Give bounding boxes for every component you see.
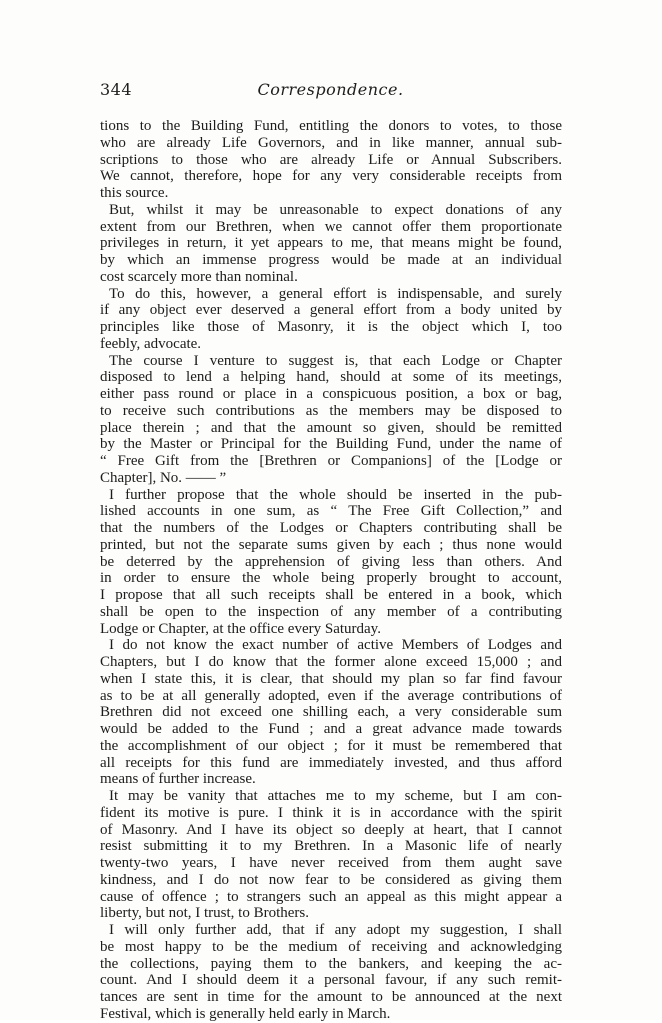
text-line: by the Master or Principal for the Building Fund, under the name of (100, 436, 562, 453)
running-title: Correspondence. (257, 80, 404, 99)
text-line: twenty-two years, I have never received from them aught save (100, 855, 562, 871)
paragraph (100, 286, 562, 353)
body-text (100, 118, 562, 1023)
text-line: as to be at all generally adopted, even if the average contributions of (100, 687, 562, 704)
text-line: kindness, and I do not now fear to be considered as giving them (100, 871, 562, 888)
text-line: be deterred by the apprehension of giving less than others. And (100, 553, 562, 570)
text-line: Chapters, but I do know that the former alone exceed 15,000 ; and (100, 654, 562, 670)
text-line: of Masonry. And I have its object so deeply at heart, that I cannot (100, 821, 562, 838)
text-line: I further propose that the whole should be inserted in the pub- (109, 486, 562, 503)
text-line: Festival, which is generally held early in March. (100, 1005, 391, 1022)
text-line: cause of offence ; to strangers such an appeal as this might appear a (100, 888, 562, 905)
paragraph (100, 202, 562, 286)
text-line: cost scarcely more than nominal. (100, 268, 298, 285)
text-line: place therein ; and that the amount so given, should be remitted (100, 419, 562, 436)
text-line: “ Free Gift from the [Brethren or Companions] of the [Lodge or (100, 453, 562, 469)
paragraph (100, 788, 562, 922)
text-line: would be added to the Fund ; and a great advance made towards (100, 721, 562, 737)
text-line: be most happy to be the medium of receiving and acknowledging (100, 938, 562, 955)
text-line: feebly, advocate. (100, 335, 202, 352)
text-line: if any object ever deserved a general effort from a body united by (100, 302, 562, 319)
paragraph (100, 353, 562, 487)
text-line: privileges in return, it yet appears to me, that means might be found, (100, 235, 562, 252)
text-line: To do this, however, a general effort is indispensable, and surely (109, 285, 562, 302)
text-line: the collections, paying them to the bankers, and keeping the ac- (100, 955, 562, 972)
text-line: shall be open to the inspection of any member of a contributing (100, 603, 562, 620)
paragraph (100, 487, 562, 638)
text-line: Brethren did not exceed one shilling each, a very considerable sum (100, 704, 562, 721)
text-line: printed, but not the separate sums given by each ; thus none would (100, 536, 562, 553)
text-line: to receive such contributions as the members may be disposed to (100, 402, 562, 419)
text-line: count. And I should deem it a personal favour, if any such remit- (100, 972, 562, 989)
paragraph (100, 118, 562, 202)
paragraph (100, 922, 562, 1023)
text-line: lished accounts in one sum, as “ The Free Gift Collection,” and (100, 503, 562, 520)
text-line: scriptions to those who are already Life or Annual Subscribers. (100, 151, 562, 168)
text-line: Chapter], No. —— ” (100, 469, 227, 486)
text-line: this source. (100, 185, 169, 201)
text-line: tions to the Building Fund, entitling the donors to votes, to those (100, 118, 562, 134)
text-line: tances are sent in time for the amount to be announced at the next (100, 989, 562, 1005)
text-line: We cannot, therefore, hope for any very considerable receipts from (100, 168, 562, 185)
text-line: who are already Life Governors, and in like manner, annual sub- (100, 134, 562, 151)
paragraph (100, 637, 562, 788)
text-line: means of further increase. (100, 771, 256, 788)
text-line: that the numbers of the Lodges or Chapters contributing shall be (100, 520, 562, 536)
text-line: fident its motive is pure. I think it is in accordance with the spirit (100, 804, 562, 821)
text-line: in order to ensure the whole being properly brought to account, (100, 570, 562, 587)
text-line: disposed to lend a helping hand, should at some of its meetings, (100, 369, 562, 386)
text-line: I propose that all such receipts shall be entered in a book, which (100, 587, 562, 603)
text-line: by which an immense progress would be made at an individual (100, 252, 562, 268)
text-line: the accomplishment of our object ; for it must be remembered that (100, 737, 562, 754)
text-line: extent from our Brethren, when we cannot offer them proportionate (100, 218, 562, 235)
text-line: when I state this, it is clear, that should my plan so far find favour (100, 670, 562, 687)
page-number: 344 (100, 80, 133, 99)
text-line: I will only further add, that if any adopt my suggestion, I shall (109, 922, 562, 938)
text-line: either pass round or place in a conspicuous position, a box or bag, (100, 386, 562, 402)
text-line: Lodge or Chapter, at the office every Saturday. (100, 620, 381, 637)
text-line: I do not know the exact number of active Members of Lodges and (109, 637, 562, 654)
running-head (100, 80, 561, 104)
text-line: principles like those of Masonry, it is the object which I, too (100, 319, 562, 335)
text-line: liberty, but not, I trust, to Brothers. (100, 905, 310, 922)
text-line: all receipts for this fund are immediately invested, and thus afford (100, 754, 562, 771)
text-line: It may be vanity that attaches me to my scheme, but I am con- (109, 788, 562, 804)
text-line: resist submitting it to my Brethren. In a Masonic life of nearly (100, 838, 562, 855)
text-line: The course I venture to suggest is, that each Lodge or Chapter (109, 352, 562, 369)
text-line: But, whilst it may be unreasonable to expect donations of any (109, 201, 562, 218)
